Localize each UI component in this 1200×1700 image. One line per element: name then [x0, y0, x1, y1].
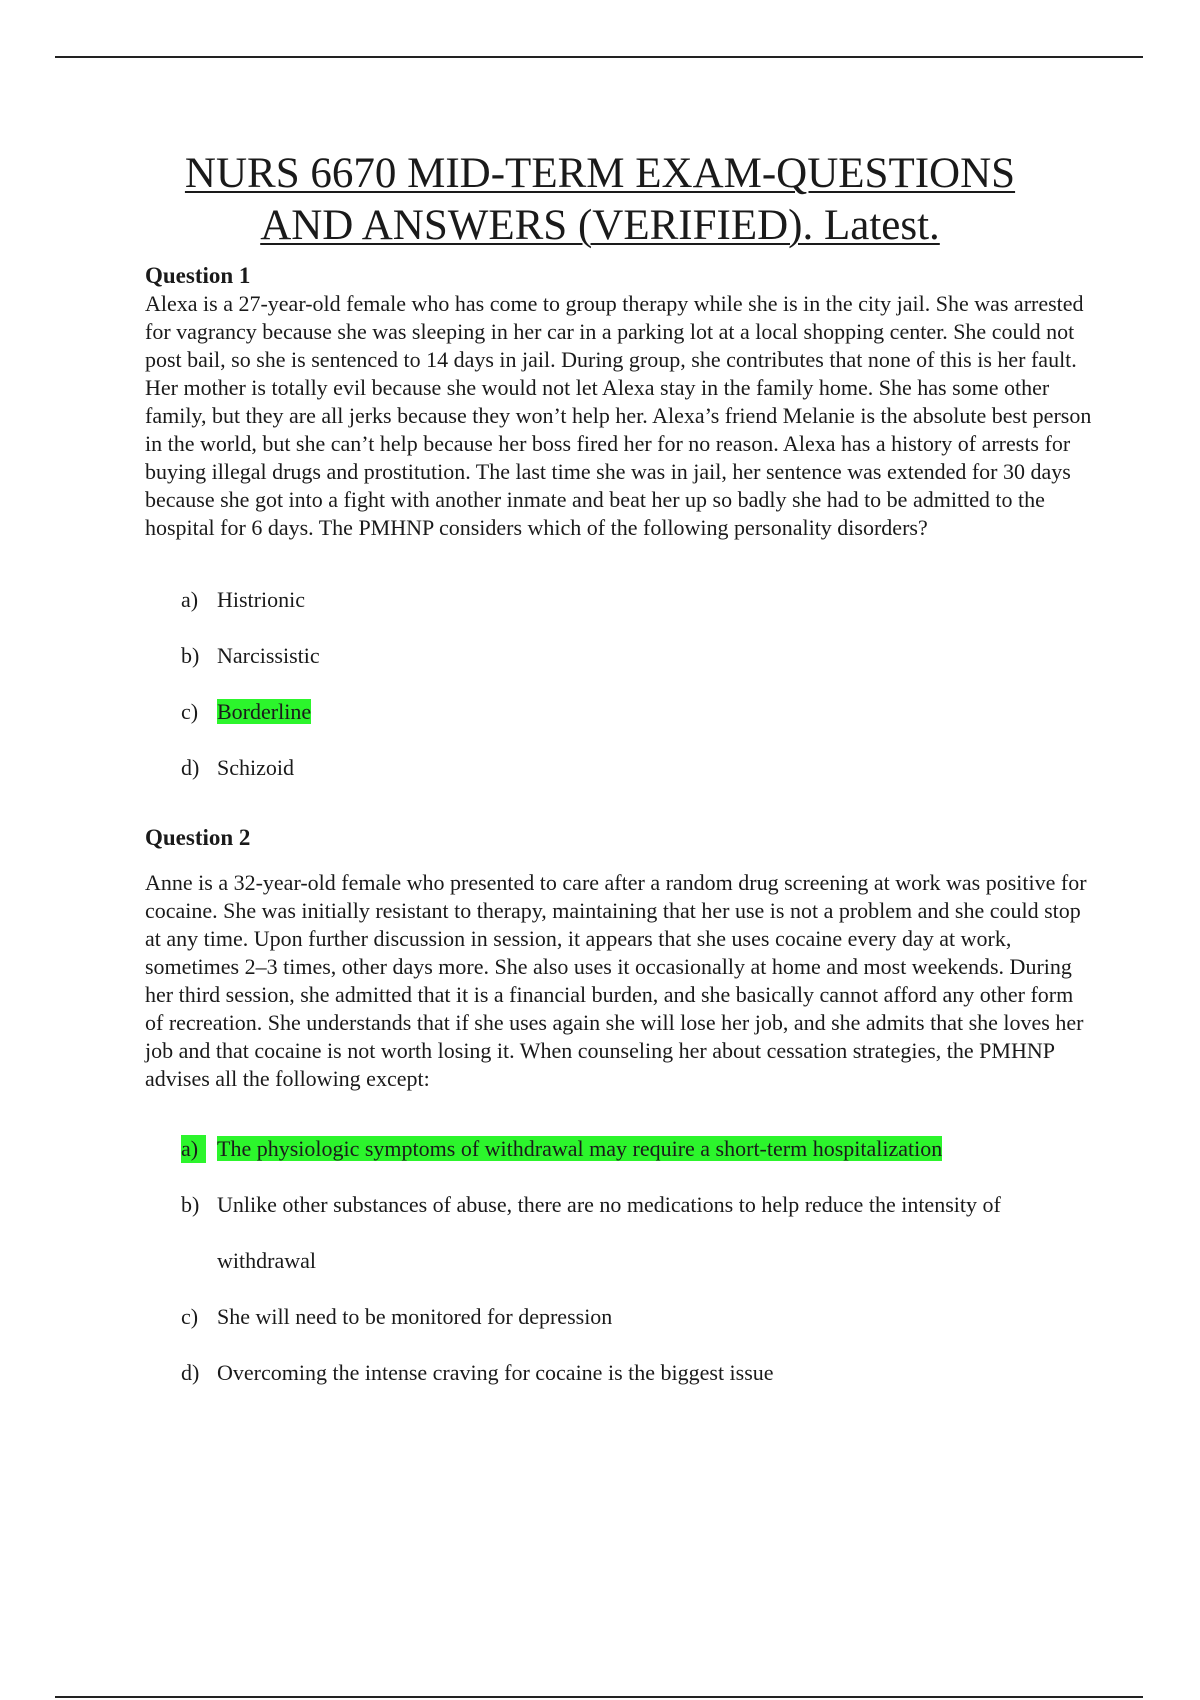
document-title	[60, 148, 1140, 252]
question-heading: Question 2	[145, 825, 251, 850]
option-letter: b)	[181, 643, 200, 668]
option-b	[145, 642, 1095, 670]
question-2-heading-block	[145, 824, 1095, 852]
question-2	[145, 869, 1095, 1093]
question-2-options	[145, 1135, 1095, 1387]
option-label: Unlike other substances of abuse, there are no medications to help reduce the intensity of	[217, 1192, 1001, 1217]
top-rule	[55, 56, 1143, 58]
title-line-1: NURS 6670 MID-TERM EXAM-QUESTIONS	[184, 150, 1016, 197]
option-letter: a)	[181, 1135, 206, 1163]
option-b-continuation	[145, 1247, 1095, 1275]
question-1-options	[145, 586, 1095, 782]
option-label: Schizoid	[217, 755, 294, 780]
option-c	[145, 1303, 1095, 1331]
question-text: Alexa is a 27-year-old female who has come to group therapy while she is in the city jail. She was arrested for vagrancy because she was sleeping in her car in a parking lot at a local shopping center. She could not post bail, so she is sentenced to 14 days in jail. During group, she contributes that none of this is her fault. Her mother is totally evil because she would not let Alexa stay in the family home. She has some other family, but they are all jerks because they won’t help her. Alexa’s friend Melanie is the absolute best person in the world, but she can’t help because her boss fired her for no reason. Alexa has a history of arrests for buying illegal drugs and prostitution. The last time she was in jail, her sentence was extended for 30 days because she got into a fight with another inmate and beat her up so badly she had to be admitted to the hospital for 6 days. The PMHNP considers which of the following personality disorders?	[145, 291, 1092, 540]
option-letter: c)	[181, 699, 199, 724]
option-letter: b)	[181, 1192, 200, 1217]
option-letter: d)	[181, 1360, 200, 1385]
question-1	[145, 262, 1095, 542]
option-d	[145, 754, 1095, 782]
option-label: Narcissistic	[217, 643, 320, 668]
correct-answer-highlight: The physiologic symptoms of withdrawal may require a short-term hospitalization	[217, 1136, 943, 1161]
option-b	[145, 1191, 1095, 1219]
option-label: She will need to be monitored for depression	[217, 1304, 613, 1329]
question-text: Anne is a 32-year-old female who presented to care after a random drug screening at work was positive for cocaine. She was initially resistant to therapy, maintaining that her use is not a problem and she could stop at any time. Upon further discussion in session, it appears that she uses cocaine every day at work, sometimes 2–3 times, other days more. She also uses it occasionally at home and most weekends. During her third session, she admitted that it is a financial burden, and she basically cannot afford any other form of recreation. She understands that if she uses again she will lose her job, and she admits that she loves her job and that cocaine is not worth losing it. When counseling her about cessation strategies, the PMHNP advises all the following except:	[145, 870, 1087, 1091]
option-d	[145, 1359, 1095, 1387]
title-line-2: AND ANSWERS (VERIFIED). Latest.	[260, 202, 940, 249]
option-letter: d)	[181, 755, 200, 780]
option-label-continuation: withdrawal	[217, 1248, 316, 1273]
option-a-correct	[145, 1135, 1095, 1163]
option-letter: c)	[181, 1304, 199, 1329]
option-label: Overcoming the intense craving for cocaine is the biggest issue	[217, 1360, 774, 1385]
correct-answer-highlight: Borderline	[217, 699, 312, 724]
option-letter: a)	[181, 587, 199, 612]
bottom-rule	[55, 1696, 1143, 1698]
option-a	[145, 586, 1095, 614]
question-heading: Question 1	[145, 263, 251, 288]
option-c-correct	[145, 698, 1095, 726]
option-label: Histrionic	[217, 587, 305, 612]
